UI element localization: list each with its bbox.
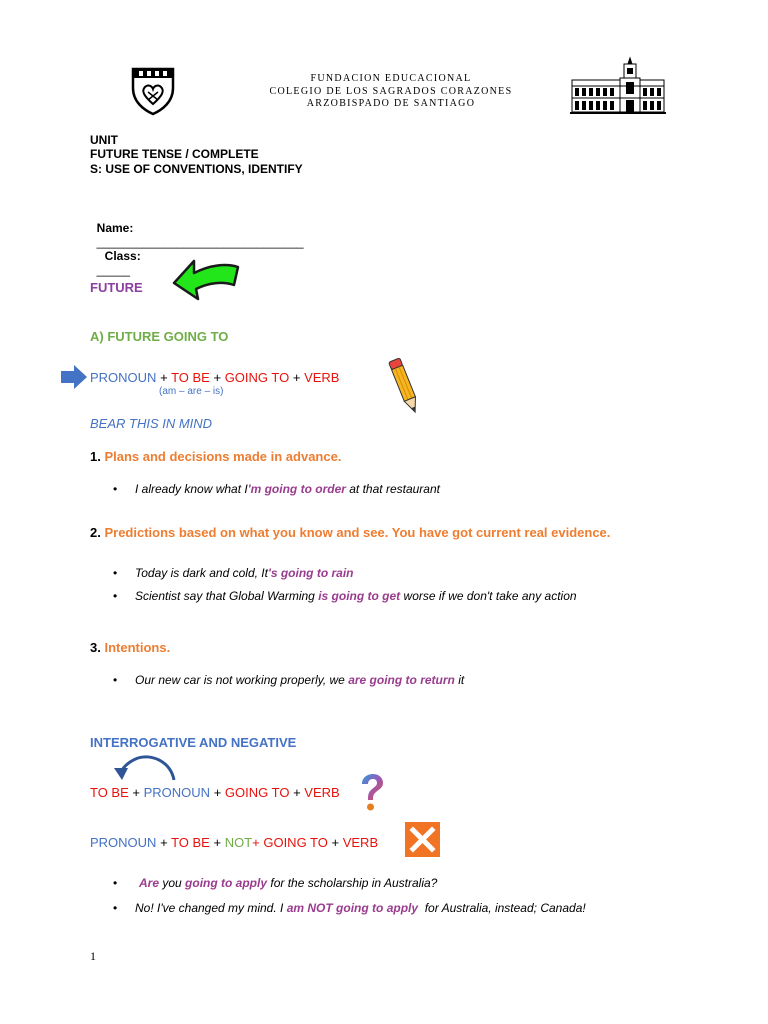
point-1 bbox=[90, 449, 341, 464]
point-1-text: Plans and decisions made in advance. bbox=[104, 449, 342, 464]
example-4-end: it bbox=[454, 673, 465, 687]
plus-sign: + bbox=[213, 835, 222, 850]
example-4-highlight: are going to return bbox=[348, 673, 455, 687]
point-3-number: 3. bbox=[90, 640, 101, 655]
example-5-highlight: going to apply bbox=[185, 876, 268, 890]
class-label: Class: bbox=[104, 249, 141, 263]
name-label: Name: bbox=[96, 221, 134, 235]
example-1-highlight: 'm going to order bbox=[247, 482, 346, 496]
example-6 bbox=[113, 901, 586, 915]
example-2-text: Today is dark and cold, It bbox=[135, 566, 268, 580]
example-1-end: at that restaurant bbox=[345, 482, 440, 496]
to-be-forms-note: (am – are – is) bbox=[159, 386, 224, 397]
formula-negative bbox=[90, 835, 378, 850]
bullet-icon: • bbox=[113, 876, 118, 890]
point-2 bbox=[90, 525, 610, 540]
formula-negative-verb: VERB bbox=[342, 835, 379, 850]
formula-pronoun: PRONOUN bbox=[90, 370, 157, 385]
formula-going-to-word: GOING TO bbox=[224, 370, 290, 385]
example-5-are: Are bbox=[139, 876, 160, 890]
green-arrow-icon bbox=[168, 253, 242, 301]
formula-interrogative-going-to: GOING TO bbox=[224, 785, 290, 800]
bullet-icon: • bbox=[113, 589, 118, 603]
interrogative-negative-title: INTERROGATIVE AND NEGATIVE bbox=[90, 735, 297, 750]
plus-sign: + bbox=[160, 835, 168, 850]
plus-sign: + bbox=[213, 370, 222, 385]
unit-label: UNIT bbox=[90, 133, 118, 147]
formula-interrogative-pronoun: PRONOUN bbox=[143, 785, 211, 800]
bullet-icon: • bbox=[113, 482, 118, 496]
plus-sign: + bbox=[292, 370, 301, 385]
example-4-text: Our new car is not working properly, we bbox=[135, 673, 349, 687]
example-3-highlight: is going to get bbox=[318, 589, 401, 603]
example-6-end: for Australia, instead; Canada! bbox=[418, 901, 586, 915]
formula-negative-pronoun: PRONOUN bbox=[90, 835, 157, 850]
unit-skill: S: USE OF CONVENTIONS, IDENTIFY bbox=[90, 162, 303, 176]
example-2 bbox=[113, 566, 354, 580]
plus-sign: + bbox=[293, 785, 301, 800]
formula-verb: VERB bbox=[304, 370, 340, 385]
header-line-2: COLEGIO DE LOS SAGRADOS CORAZONES bbox=[269, 86, 513, 97]
bullet-icon: • bbox=[113, 673, 118, 687]
example-5-end: for the scholarship in Australia? bbox=[267, 876, 438, 890]
formula-negative-not: NOT bbox=[224, 835, 253, 850]
example-1 bbox=[113, 482, 440, 496]
example-4 bbox=[113, 673, 465, 687]
example-3 bbox=[113, 589, 577, 603]
pencil-icon bbox=[388, 356, 422, 418]
example-2-highlight: 's going to rain bbox=[267, 566, 354, 580]
point-2-text: Predictions based on what you know and see. You have got current real evidence. bbox=[104, 525, 611, 540]
blue-arrow-icon bbox=[60, 364, 88, 390]
future-title: FUTURE bbox=[90, 280, 143, 295]
example-6-text: No! I've changed my mind. I bbox=[135, 901, 287, 915]
formula-to-be: TO BE bbox=[171, 370, 210, 385]
point-1-number: 1. bbox=[90, 449, 101, 464]
formula-negative-going-to: + GOING TO bbox=[252, 835, 328, 850]
header-line-3: ARZOBISPADO DE SANTIAGO bbox=[306, 98, 476, 109]
bear-in-mind-title: BEAR THIS IN MIND bbox=[90, 416, 213, 431]
example-1-text: I already know what I bbox=[135, 482, 248, 496]
plus-sign: + bbox=[160, 370, 168, 385]
school-shield-logo bbox=[130, 66, 176, 116]
example-5-you: you bbox=[159, 876, 186, 890]
header-line-1: FUNDACION EDUCACIONAL bbox=[310, 73, 472, 84]
school-building-illustration bbox=[570, 56, 666, 116]
point-2-number: 2. bbox=[90, 525, 101, 540]
section-a-title: A) FUTURE GOING TO bbox=[90, 329, 229, 344]
example-5 bbox=[113, 876, 438, 890]
plus-sign: + bbox=[331, 835, 340, 850]
page-number: 1 bbox=[90, 949, 96, 963]
formula-interrogative-to-be: TO BE bbox=[90, 785, 129, 800]
point-3 bbox=[90, 640, 170, 655]
example-6-highlight: am NOT going to apply bbox=[286, 901, 419, 915]
example-3-text: Scientist say that Global Warming bbox=[135, 589, 319, 603]
formula-interrogative bbox=[90, 785, 340, 800]
plus-sign: + bbox=[132, 785, 140, 800]
bullet-icon: • bbox=[113, 566, 118, 580]
point-3-text: Intentions. bbox=[104, 640, 171, 655]
formula-going-to bbox=[90, 370, 339, 385]
example-3-end: worse if we don't take any action bbox=[400, 589, 577, 603]
question-mark-icon bbox=[358, 772, 386, 812]
formula-interrogative-verb: VERB bbox=[304, 785, 340, 800]
plus-sign: + bbox=[213, 785, 222, 800]
unit-topic: FUTURE TENSE / COMPLETE bbox=[90, 147, 259, 161]
name-blank: _______________________________ bbox=[96, 235, 304, 249]
class-blank: _____ bbox=[96, 263, 131, 277]
bullet-icon: • bbox=[113, 901, 118, 915]
formula-negative-to-be: TO BE bbox=[171, 835, 210, 850]
curved-swap-arrow-icon bbox=[110, 752, 180, 784]
cross-icon bbox=[405, 822, 440, 857]
